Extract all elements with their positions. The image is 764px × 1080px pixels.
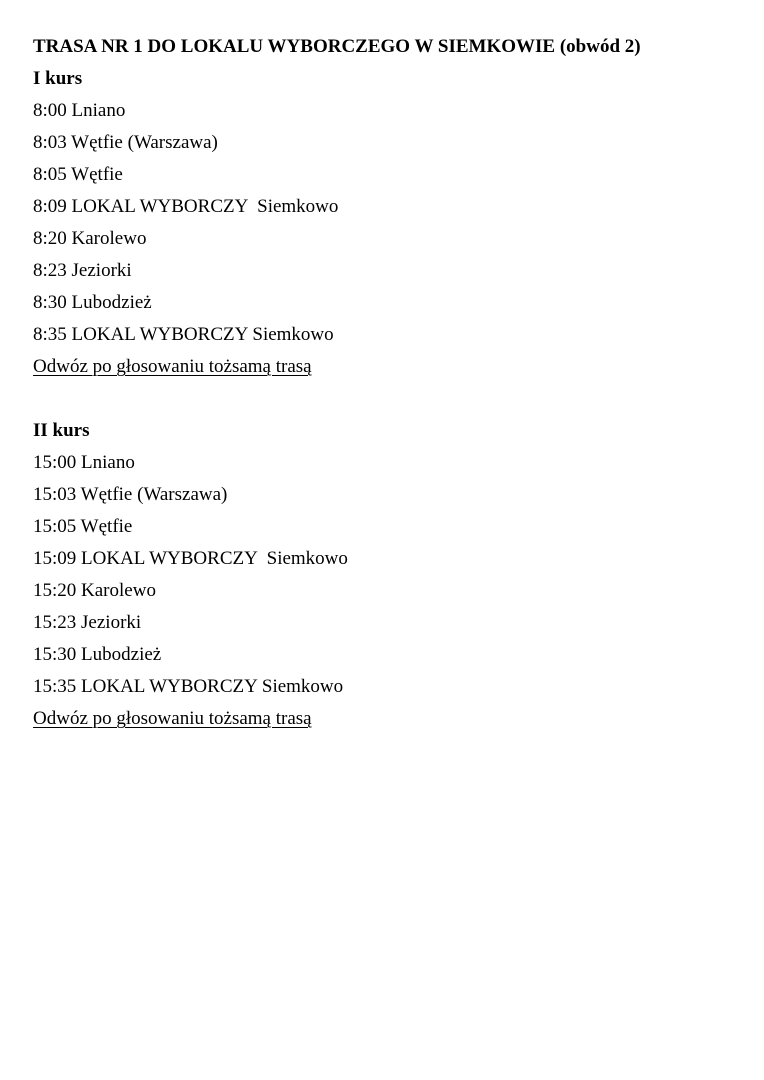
stop-line: 15:05 Wętfie [33,516,133,537]
section-spacer [33,383,733,415]
stop-line: 8:03 Wętfie (Warszawa) [33,132,218,153]
stop-line: 8:00 Lniano [33,100,126,121]
course-heading: I kurs [33,68,83,89]
stop-line: 15:35 LOKAL WYBORCZY Siemkowo [33,676,344,697]
document-page [33,31,733,735]
stop-line: 15:00 Lniano [33,452,135,473]
course-1 [33,63,733,383]
course-2 [33,415,733,735]
stop-line: 8:20 Karolewo [33,228,147,249]
stop-line: 15:23 Jeziorki [33,612,142,633]
stop-line: 8:05 Wętfie [33,164,123,185]
stop-line: 15:30 Lubodzież [33,644,162,665]
stop-line: 8:35 LOKAL WYBORCZY Siemkowo [33,324,334,345]
stop-line: 8:30 Lubodzież [33,292,152,313]
document-title: TRASA NR 1 DO LOKALU WYBORCZEGO W SIEMKOWIE (obwód 2) [33,36,641,57]
return-note: Odwóz po głosowaniu tożsamą trasą [33,356,312,377]
return-note: Odwóz po głosowaniu tożsamą trasą [33,708,312,729]
stop-line: 15:20 Karolewo [33,580,156,601]
course-heading: II kurs [33,420,90,441]
stop-line: 8:09 LOKAL WYBORCZY Siemkowo [33,196,339,217]
stop-line: 15:03 Wętfie (Warszawa) [33,484,228,505]
stop-line: 8:23 Jeziorki [33,260,132,281]
stop-line: 15:09 LOKAL WYBORCZY Siemkowo [33,548,348,569]
